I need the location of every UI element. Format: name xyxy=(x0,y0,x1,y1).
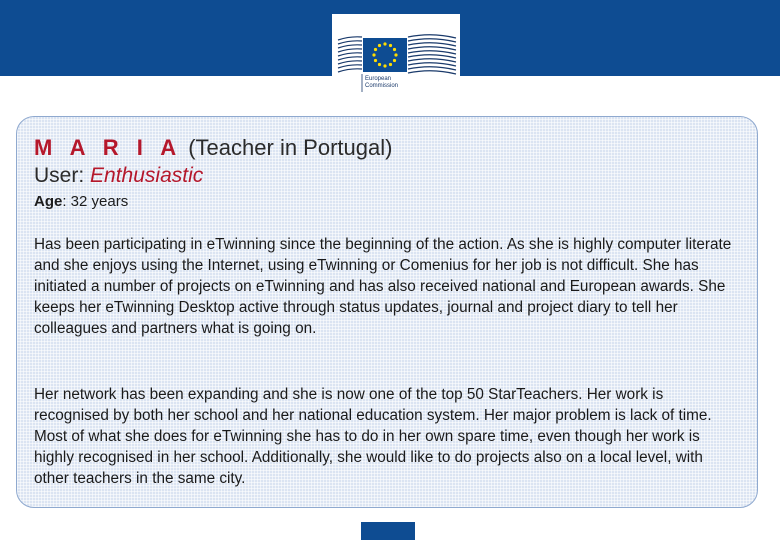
footer-tab xyxy=(361,522,415,540)
user-type-value: Enthusiastic xyxy=(90,164,204,187)
user-type-line xyxy=(34,163,203,189)
commission-wordmark xyxy=(365,76,398,90)
age-label: Age xyxy=(34,193,63,210)
profile-title xyxy=(34,135,392,161)
european-commission-logo xyxy=(332,14,460,96)
profile-name: M A R I A xyxy=(34,135,183,160)
description-paragraph-2: Her network has been expanding and she is now one of the top 50 StarTeachers. Her work is recognised by both her school and her national education system. Her major problem is lack of time. Most of what she does for eTwinning she has to do in her own spare time, even though her work is highly recognised in her school. Additionally, she would like to do projects also on a local level, with other teachers in the same city. xyxy=(34,386,712,487)
profile-role: (Teacher in Portugal) xyxy=(188,135,393,160)
user-label: User: xyxy=(34,164,85,187)
description-paragraph-1: Has been participating in eTwinning since the beginning of the action. As she is highly computer literate and she enjoys using the Internet, using eTwinning or Comenius for her job is not difficult. She has initiated a number of projects on eTwinning and has also received national and European awards. She keeps her eTwinning Desktop active through status updates, journal and project diary to tell her colleagues and partners what is going on. xyxy=(34,236,732,337)
age-value: : 32 years xyxy=(62,193,129,210)
org-line-1: European xyxy=(365,76,392,82)
org-line-2: Commission xyxy=(365,83,399,89)
age-line xyxy=(34,192,128,212)
